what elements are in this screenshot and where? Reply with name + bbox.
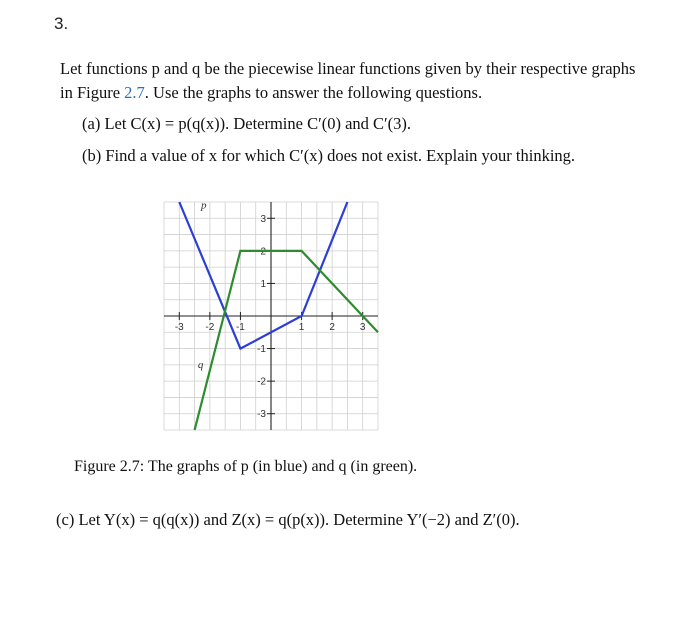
x-tick-label: 1: [298, 322, 305, 333]
x-tick-label: 3: [359, 322, 366, 333]
x-tick-label: -1: [235, 322, 245, 333]
intro-line-2: [60, 81, 700, 105]
x-tick-label: -3: [174, 322, 184, 333]
part-a: (a) Let C(x) = p(q(x)). Determine C′(0) and C′(3).: [82, 114, 411, 133]
y-tick-label: 2: [260, 246, 266, 258]
intro-line-2-post: . Use the graphs to answer the following questions.: [144, 83, 483, 102]
question-number: 3.: [54, 14, 69, 33]
y-tick-label: -1: [257, 344, 266, 356]
figure-reference-link[interactable]: 2.7: [124, 83, 145, 102]
y-tick-label: -3: [257, 409, 266, 421]
axes: [164, 199, 378, 430]
ticks: [175, 214, 366, 420]
y-tick-label: -2: [257, 376, 266, 388]
x-tick-label: 2: [329, 322, 335, 333]
part-c: (c) Let Y(x) = q(q(x)) and Z(x) = q(p(x)). Determine Y′(−2) and Z′(0).: [56, 510, 520, 529]
figure-caption: Figure 2.7: The graphs of p (in blue) and q (in green).: [74, 458, 418, 475]
y-tick-label: 1: [260, 278, 266, 290]
piecewise-graph: [160, 198, 382, 434]
x-tick-label: -2: [205, 322, 215, 333]
y-tick-label: 3: [260, 213, 266, 225]
function-label-q: q: [197, 359, 204, 372]
intro-line-1: Let functions p and q be the piecewise linear functions given by their respective graphs: [60, 59, 636, 78]
part-b: (b) Find a value of x for which C′(x) does not exist. Explain your thinking.: [82, 146, 576, 165]
problem-intro: [60, 57, 700, 105]
function-label-p: p: [200, 199, 207, 212]
intro-line-2-pre: in Figure: [60, 83, 125, 102]
function-labels: [198, 200, 207, 372]
